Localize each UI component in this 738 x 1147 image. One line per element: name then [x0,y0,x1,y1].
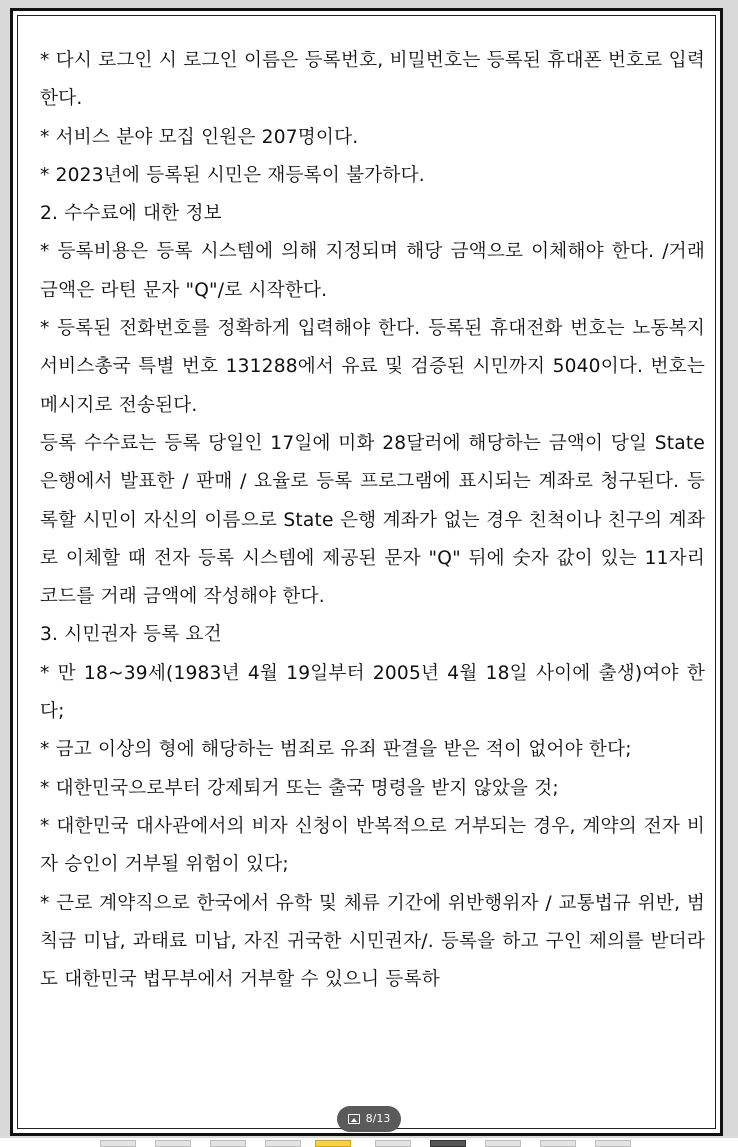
section-heading: 2. 수수료에 대한 정보 [40,203,222,225]
document-page [10,8,723,1136]
thumbnail-strip [0,1138,738,1147]
page-thumbnail-current[interactable] [315,1140,351,1147]
paragraph: * 대한민국으로부터 강제퇴거 또는 출국 명령을 받지 않았을 것; [40,777,559,799]
page-indicator[interactable] [337,1106,401,1132]
page-thumbnail[interactable] [595,1140,631,1147]
page-thumbnail[interactable] [430,1140,466,1147]
page-thumbnail[interactable] [210,1140,246,1147]
paragraph: * 금고 이상의 형에 해당하는 범죄로 유죄 판결을 받은 적이 없어야 한다; [40,739,632,761]
paragraph: * 2023년에 등록된 시민은 재등록이 불가하다. [40,164,425,186]
page-thumbnail[interactable] [375,1140,411,1147]
page-indicator-label: 8/13 [365,1112,391,1125]
paragraph: * 등록된 전화번호를 정확하게 입력해야 한다. 등록된 휴대전화 번호는 노동복지서비스총국 특별 번호 131288에서 유료 및 검증된 시민까지 5040이다. 번호는 메시지로 전송된다. [40,318,705,416]
paragraph: * 다시 로그인 시 로그인 이름은 등록번호, 비밀번호는 등록된 휴대폰 번호로 입력한다. [40,50,705,110]
page-thumbnail[interactable] [100,1140,136,1147]
page-thumbnail[interactable] [265,1140,301,1147]
paragraph: * 근로 계약직으로 한국에서 유학 및 체류 기간에 위반행위자 / 교통법규 위반, 범칙금 미납, 과태료 미납, 자진 귀국한 시민권자/. 등록을 하고 구인 제의를 받더라도 대한민국 법무부에서 거부할 수 있으니 등록하 [40,892,705,991]
section-heading: 3. 시민권자 등록 요건 [40,624,222,646]
page-content [40,42,705,999]
page-thumbnail[interactable] [155,1140,191,1147]
paragraph: * 만 18~39세(1983년 4월 19일부터 2005년 4월 18일 사이에 출생)여야 한다; [40,662,705,723]
page-thumbnail[interactable] [485,1140,521,1147]
page-thumbnail[interactable] [540,1140,576,1147]
paragraph: * 서비스 분야 모집 인원은 207명이다. [40,126,359,148]
paragraph: 등록 수수료는 등록 당일인 17일에 미화 28달러에 해당하는 금액이 당일 State 은행에서 발표한 / 판매 / 요율로 등록 프로그램에 표시되는 계좌로 청구된다. 등록할 시민이 자신의 이름으로 State 은행 계좌가 없는 경우 친척이나 친구의 계좌로 이체할 때 전자 등록 시스템에 제공된 문자 "Q" 뒤에 숫자 값이 있는 11자리 코드를 거래 금액에 작성해야 한다. [40,432,705,608]
paragraph: * 등록비용은 등록 시스템에 의해 지정되며 해당 금액으로 이체해야 한다. /거래 금액은 라틴 문자 "Q"/로 시작한다. [40,241,705,301]
page-border [17,15,716,1129]
paragraph: * 대한민국 대사관에서의 비자 신청이 반복적으로 거부되는 경우, 계약의 전자 비자 승인이 거부될 위험이 있다; [40,815,705,876]
image-icon [348,1114,360,1124]
